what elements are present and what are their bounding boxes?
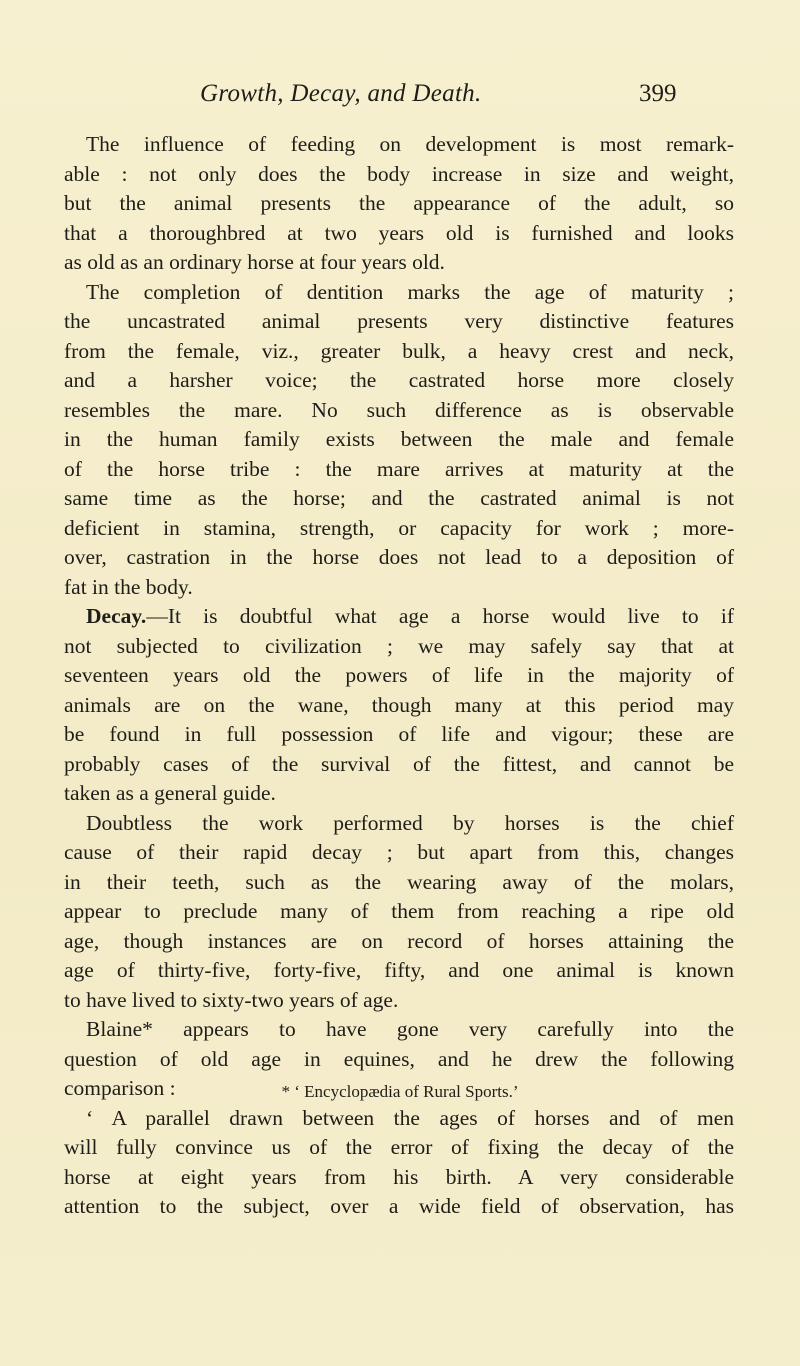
text-line: Doubtless the work performed by horses is the chief [86, 810, 734, 835]
text-line: horse at eight years from his birth. A very considerable [64, 1164, 734, 1189]
text-line: seventeen years old the powers of life in the majority of [64, 663, 734, 687]
running-title: Growth, Decay, and Death. [200, 80, 482, 107]
text-line: in their teeth, such as the wearing away of the molars, [64, 869, 734, 894]
text-line: The completion of dentition marks the age of maturity ; [86, 279, 734, 304]
text-line: age of thirty-five, forty-five, fifty, and one animal is known [64, 958, 734, 982]
text-line: deficient in stamina, strength, or capacity for work ; more- [64, 515, 734, 540]
text-line: cause of their rapid decay ; but apart from this, changes [64, 840, 734, 864]
text-line: attention to the subject, over a wide field of observation, has [64, 1194, 734, 1218]
text-run: —It is doubtful what age a horse would live to if [146, 604, 734, 628]
text-line: age, though instances are on record of horses attaining the [64, 928, 734, 953]
text-line: in the human family exists between the male and female [64, 427, 734, 451]
text-line: of the horse tribe : the mare arrives at maturity at the [64, 456, 734, 481]
text-line: taken as a general guide. [64, 781, 276, 805]
text-line [64, 602, 734, 632]
text-line: to have lived to sixty-two years of age. [64, 987, 399, 1012]
text-line: that a thoroughbred at two years old is furnished and looks [64, 220, 734, 245]
text-line: but the animal presents the appearance of the adult, so [64, 191, 734, 215]
text-line: be found in full possession of life and vigour; these are [64, 722, 734, 746]
text-line: comparison : [64, 1076, 176, 1100]
text-line: resembles the mare. No such difference as is observable [64, 397, 734, 422]
text-line: the uncastrated animal presents very distinctive features [64, 309, 734, 333]
text-line: from the female, viz., greater bulk, a heavy crest and neck, [64, 338, 734, 363]
text-line: fat in the body. [64, 574, 193, 599]
page-header [0, 80, 800, 120]
text-line: appear to preclude many of them from reaching a ripe old [64, 899, 734, 923]
section-lead-decay: Decay. [86, 604, 147, 628]
text-line: able : not only does the body increase in size and weight, [64, 161, 734, 186]
text-line: Blaine* appears to have gone very carefully into the [86, 1017, 734, 1041]
text-line: and a harsher voice; the castrated horse more closely [64, 368, 734, 392]
text-line: ‘ A parallel drawn between the ages of horses and of men [86, 1105, 734, 1130]
text-line: The influence of feeding on development is most remark- [86, 132, 734, 156]
page-number: 399 [639, 80, 677, 107]
footnote: * ‘ Encyclopædia of Rural Sports.’ [281, 1082, 519, 1101]
body-text [64, 130, 734, 1222]
text-line: same time as the horse; and the castrated animal is not [64, 486, 734, 510]
text-line: not subjected to civilization ; we may safely say that at [64, 633, 734, 658]
text-line: animals are on the wane, though many at this period may [64, 692, 734, 717]
text-line: will fully convince us of the error of fixing the decay of the [64, 1135, 734, 1159]
text-line: over, castration in the horse does not lead to a deposition of [64, 545, 734, 569]
text-line: probably cases of the survival of the fittest, and cannot be [64, 751, 734, 776]
text-line: question of old age in equines, and he drew the following [64, 1046, 734, 1071]
text-line: as old as an ordinary horse at four years old. [64, 250, 445, 274]
